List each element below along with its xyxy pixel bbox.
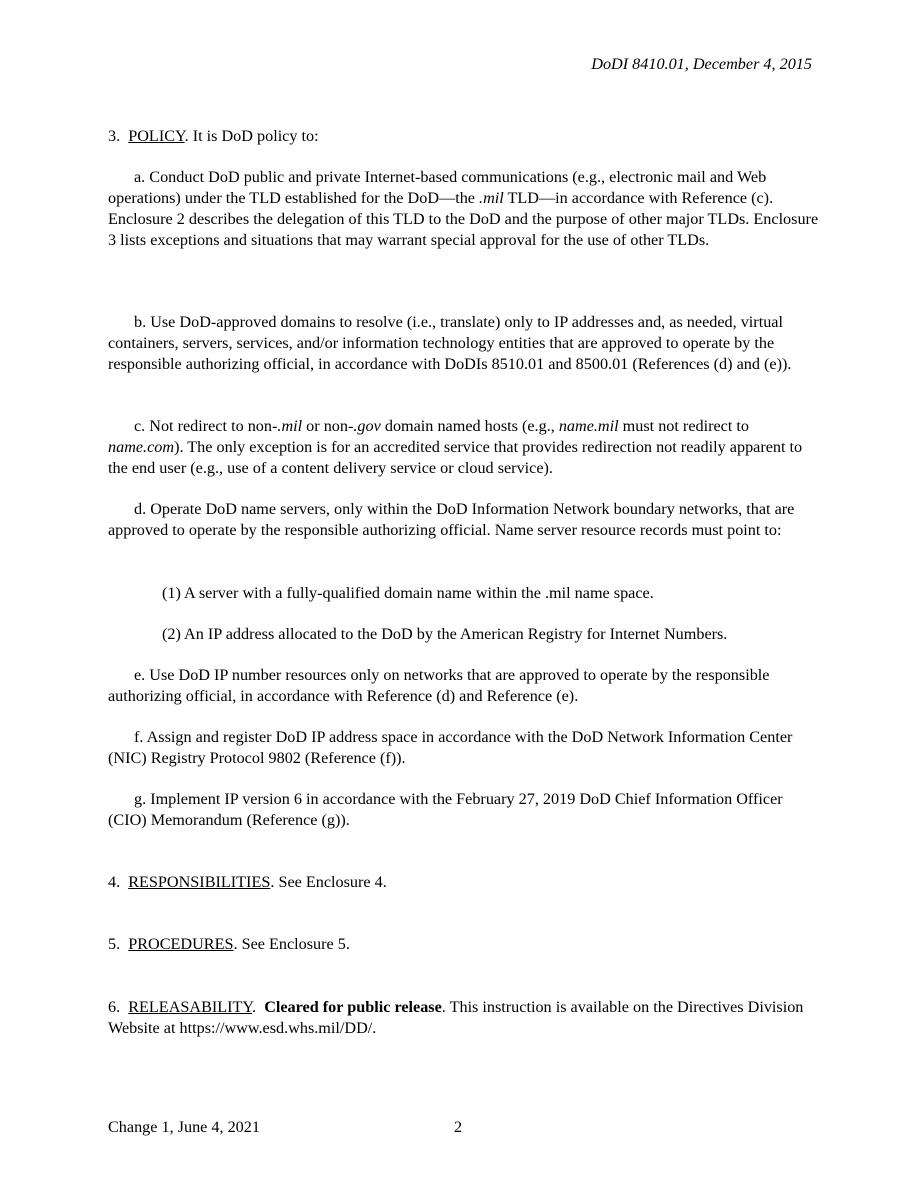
bold-run: Cleared for public release xyxy=(264,998,442,1017)
section-procedures xyxy=(108,934,820,955)
text-run: ). The only exception is for an accredited service that provides redirection not readily apparent to the end user (e.g., use of a content delivery service or cloud service). xyxy=(108,438,803,478)
section-number: 4. xyxy=(108,873,121,892)
page-number: 2 xyxy=(454,1118,463,1136)
section-title: RELEASABILITY xyxy=(128,998,253,1017)
italic-run: .mil xyxy=(479,189,504,208)
italic-run: .mil xyxy=(277,417,303,436)
text-run: a. Conduct DoD public and private Internet-based communications (e.g., electronic mail and Web operations) under the TLD established for the DoD—the xyxy=(108,168,767,208)
section-responsibilities xyxy=(108,872,820,893)
text-run: or non- xyxy=(302,417,354,436)
italic-run: name.mil xyxy=(558,417,619,436)
policy-item-d-2: (2) An IP address allocated to the DoD by the American Registry for Internet Numbers. xyxy=(162,625,728,644)
policy-item-g: g. Implement IP version 6 in accordance with the February 27, 2019 DoD Chief Information Officer (CIO) Memorandum (Reference (g)). xyxy=(108,790,783,830)
section-text: . This instruction is available on the Directives Division Website at https://www.esd.whs.mil/DD/. xyxy=(108,998,804,1038)
italic-run: .gov xyxy=(353,417,381,436)
policy-item-f: f. Assign and register DoD IP address space in accordance with the DoD Network Information Center (NIC) Registry Protocol 9802 (Reference (f)). xyxy=(108,728,793,768)
italic-run: name.com xyxy=(108,438,175,457)
policy-item-b: b. Use DoD-approved domains to resolve (i.e., translate) only to IP addresses and, as needed, virtual containers, servers, services, and/or information technology entities that are approved to operate by the responsible authorizing official, in accordance with DoDIs 8510.01 and 8500.01 (References (d) and (e)). xyxy=(108,313,792,374)
section-number: 3. xyxy=(108,127,121,146)
section-releasability xyxy=(108,997,820,1039)
text-run: c. Not redirect to non- xyxy=(134,417,278,436)
section-intro: . It is DoD policy to: xyxy=(184,127,319,146)
text-run: must not redirect to xyxy=(618,417,749,436)
policy-item-c xyxy=(108,416,820,479)
policy-item-e: e. Use DoD IP number resources only on networks that are approved to operate by the responsible authorizing official, in accordance with Reference (d) and Reference (e). xyxy=(108,666,770,706)
section-title: POLICY xyxy=(128,127,185,146)
section-policy-heading xyxy=(108,126,820,147)
section-title: PROCEDURES xyxy=(128,935,234,954)
policy-item-d: d. Operate DoD name servers, only within the DoD Information Network boundary networks, that are approved to operate by the responsible authorizing official. Name server resource records must point to: xyxy=(108,500,795,540)
policy-item-a xyxy=(108,167,820,251)
section-number: 6. xyxy=(108,998,121,1017)
section-text: . See Enclosure 5. xyxy=(233,935,350,954)
section-text: . See Enclosure 4. xyxy=(270,873,387,892)
section-title: RESPONSIBILITIES xyxy=(128,873,271,892)
policy-item-d-1: (1) A server with a fully-qualified domain name within the .mil name space. xyxy=(162,584,654,603)
section-number: 5. xyxy=(108,935,121,954)
footer-change: Change 1, June 4, 2021 xyxy=(108,1118,260,1136)
text-run: domain named hosts (e.g., xyxy=(380,417,559,436)
text-run: TLD—in accordance with Reference (c). Enclosure 2 describes the delegation of this TLD to the DoD and the purpose of other major TLDs. Enclosure 3 lists exceptions and situations that may warrant special approval for the use of other TLDs. xyxy=(108,189,819,250)
document-header: DoDI 8410.01, December 4, 2015 xyxy=(591,55,812,73)
text-run: . xyxy=(252,998,265,1017)
